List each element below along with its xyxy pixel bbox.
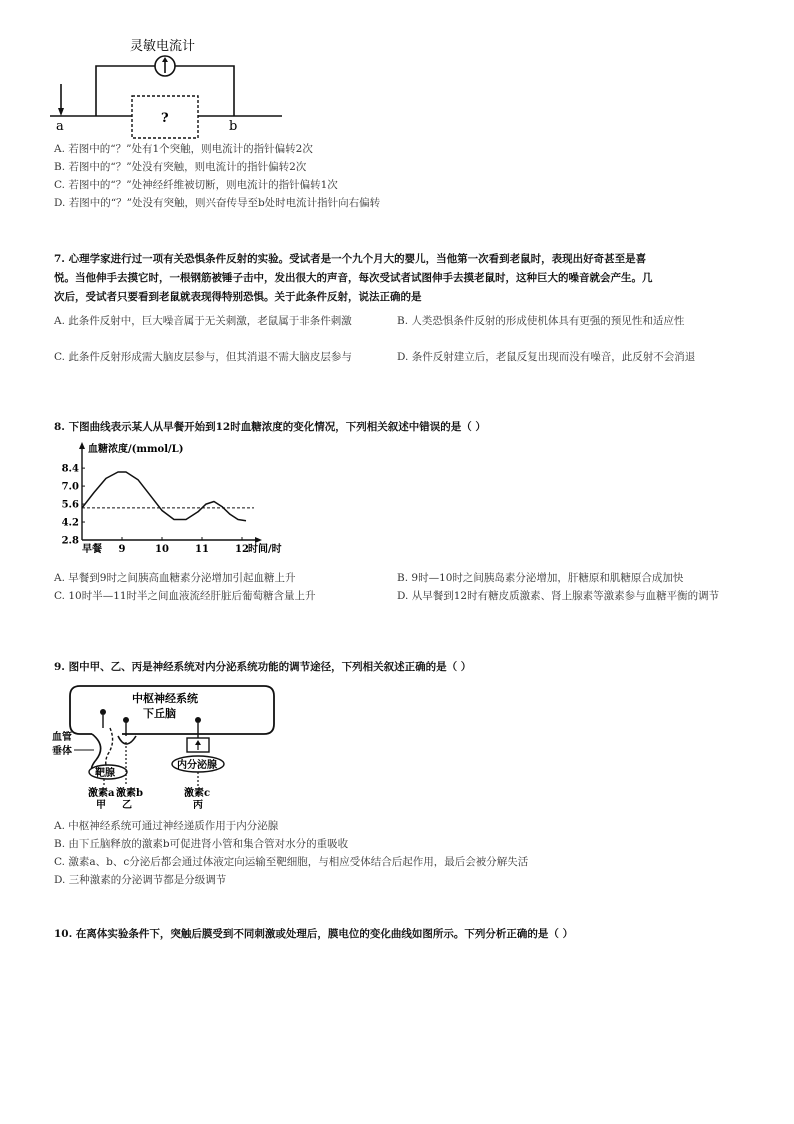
q9-option-a: A. 中枢神经系统可通过神经递质作用于内分泌腺 bbox=[54, 820, 279, 832]
cns-title: 中枢神经系统 bbox=[132, 692, 198, 705]
neuron-jia-soma bbox=[100, 709, 106, 715]
hormone-b-label: 激素b bbox=[116, 788, 143, 799]
q8-option-c: C. 10时半—11时半之间血液流经肝脏后葡萄糖含量上升 bbox=[54, 590, 316, 602]
x-tick-label: 11 bbox=[195, 544, 209, 555]
q7-stem-line-2: 悦。当他伸手去摸它时，一根钢筋被锤子击中，发出很大的声音，每次受试者试图伸手去摸老鼠时，这种巨大的噪音就会产生。几 bbox=[54, 272, 653, 284]
x-tick-label: 12 bbox=[235, 544, 249, 555]
y-tick-label: 8.4 bbox=[61, 463, 79, 475]
neuron-yi-terminal bbox=[118, 736, 136, 744]
galvanometer-circuit-diagram bbox=[50, 34, 290, 140]
pituitary-label: 垂体 bbox=[52, 746, 72, 757]
stimulus-arrow-head-icon bbox=[58, 108, 64, 116]
point-a-label: a bbox=[56, 119, 64, 134]
q8-option-a: A. 早餐到9时之间胰高血糖素分泌增加引起血糖上升 bbox=[54, 572, 296, 584]
hormone-c-label: 激素c bbox=[184, 788, 211, 799]
q8-stem: 8. 下图曲线表示某人从早餐开始到12时血糖浓度的变化情况，下列相关叙述中错误的是（ ） bbox=[54, 421, 486, 433]
q6-option-a: A. 若图中的“？”处有1个突触，则电流计的指针偏转2次 bbox=[54, 143, 313, 155]
q6-option-d: D. 若图中的“？”处没有突触，则兴奋传导至b处时电流计指针向右偏转 bbox=[54, 197, 381, 209]
x-tick-label: 9 bbox=[118, 544, 126, 555]
glucose-curve bbox=[82, 472, 246, 521]
meter-label: 灵敏电流计 bbox=[130, 39, 196, 54]
x-axis-label: 时间/时 bbox=[248, 544, 282, 555]
path-jia-label: 甲 bbox=[96, 800, 106, 811]
x-tick-label: 早餐 bbox=[82, 544, 102, 555]
x-tick-label: 10 bbox=[155, 544, 169, 555]
q8-option-d: D. 从早餐到12时有糖皮质激素、肾上腺素等激素参与血糖平衡的调节 bbox=[397, 590, 720, 602]
y-tick-label: 7.0 bbox=[61, 481, 79, 493]
q7-option-b: B. 人类恐惧条件反射的形成使机体具有更强的预见性和适应性 bbox=[397, 315, 685, 327]
q7-option-a: A. 此条件反射中，巨大噪音属于无关刺激，老鼠属于非条件刺激 bbox=[54, 315, 352, 327]
y-tick-label: 2.8 bbox=[61, 535, 79, 547]
q8-option-b: B. 9时—10时之间胰岛素分泌增加，肝糖原和肌糖原合成加快 bbox=[397, 572, 684, 584]
y-axis-arrow-icon bbox=[79, 442, 85, 449]
path-yi-label: 乙 bbox=[122, 800, 132, 811]
hypothalamus-label: 下丘脑 bbox=[143, 707, 176, 720]
q9-stem: 9. 图中甲、乙、丙是神经系统对内分泌系统功能的调节途径，下列相关叙述正确的是（ ） bbox=[54, 661, 472, 673]
neuroendocrine-diagram bbox=[52, 680, 282, 812]
path-bing-label: 丙 bbox=[193, 800, 203, 811]
q7-option-c: C. 此条件反射形成需大脑皮层参与，但其消退不需大脑皮层参与 bbox=[54, 351, 352, 363]
q7-stem-line-1: 7. 心理学家进行过一项有关恐惧条件反射的实验。受试者是一个九个月大的婴儿，当他第一次看到老鼠时，表现出好奇甚至是喜 bbox=[54, 253, 647, 265]
q10-stem: 10. 在离体实验条件下，突触后膜受到不同刺激或处理后，膜电位的变化曲线如图所示。下列分析正确的是（ ） bbox=[54, 928, 574, 940]
q7-stem-line-3: 次后，受试者只要看到老鼠就表现得特别恐惧。关于此条件反射，说法正确的是 bbox=[54, 291, 422, 303]
q7-option-d: D. 条件反射建立后，老鼠反复出现而没有噪音，此反射不会消退 bbox=[397, 351, 696, 363]
q9-option-c: C. 激素a、b、c分泌后都会通过体液定向运输至靶细胞，与相应受体结合后起作用，最后会被分解失活 bbox=[54, 856, 529, 868]
point-b-label: b bbox=[229, 119, 238, 134]
neuron-yi-soma bbox=[123, 717, 129, 723]
vessel-label: 血管 bbox=[52, 732, 72, 743]
endocrine-gland-label: 内分泌腺 bbox=[177, 760, 217, 771]
q6-option-b: B. 若图中的“？”处没有突触，则电流计的指针偏转2次 bbox=[54, 161, 307, 173]
unknown-mark: ? bbox=[161, 111, 169, 126]
hormone-a-label: 激素a bbox=[88, 788, 115, 799]
neuron-bing-soma bbox=[195, 717, 201, 723]
y-axis-label: 血糖浓度/(mmol/L) bbox=[88, 444, 184, 455]
q6-option-c: C. 若图中的“？”处神经纤维被切断，则电流计的指针偏转1次 bbox=[54, 179, 338, 191]
y-tick-label: 5.6 bbox=[61, 499, 79, 511]
q9-option-d: D. 三种激素的分泌调节都是分级调节 bbox=[54, 874, 227, 886]
target-gland-label: 靶腺 bbox=[95, 768, 115, 779]
blood-glucose-chart bbox=[54, 440, 304, 562]
q9-option-b: B. 由下丘脑释放的激素b可促进肾小管和集合管对水分的重吸收 bbox=[54, 838, 349, 850]
x-axis-arrow-icon bbox=[255, 537, 262, 543]
y-tick-label: 4.2 bbox=[61, 517, 79, 529]
